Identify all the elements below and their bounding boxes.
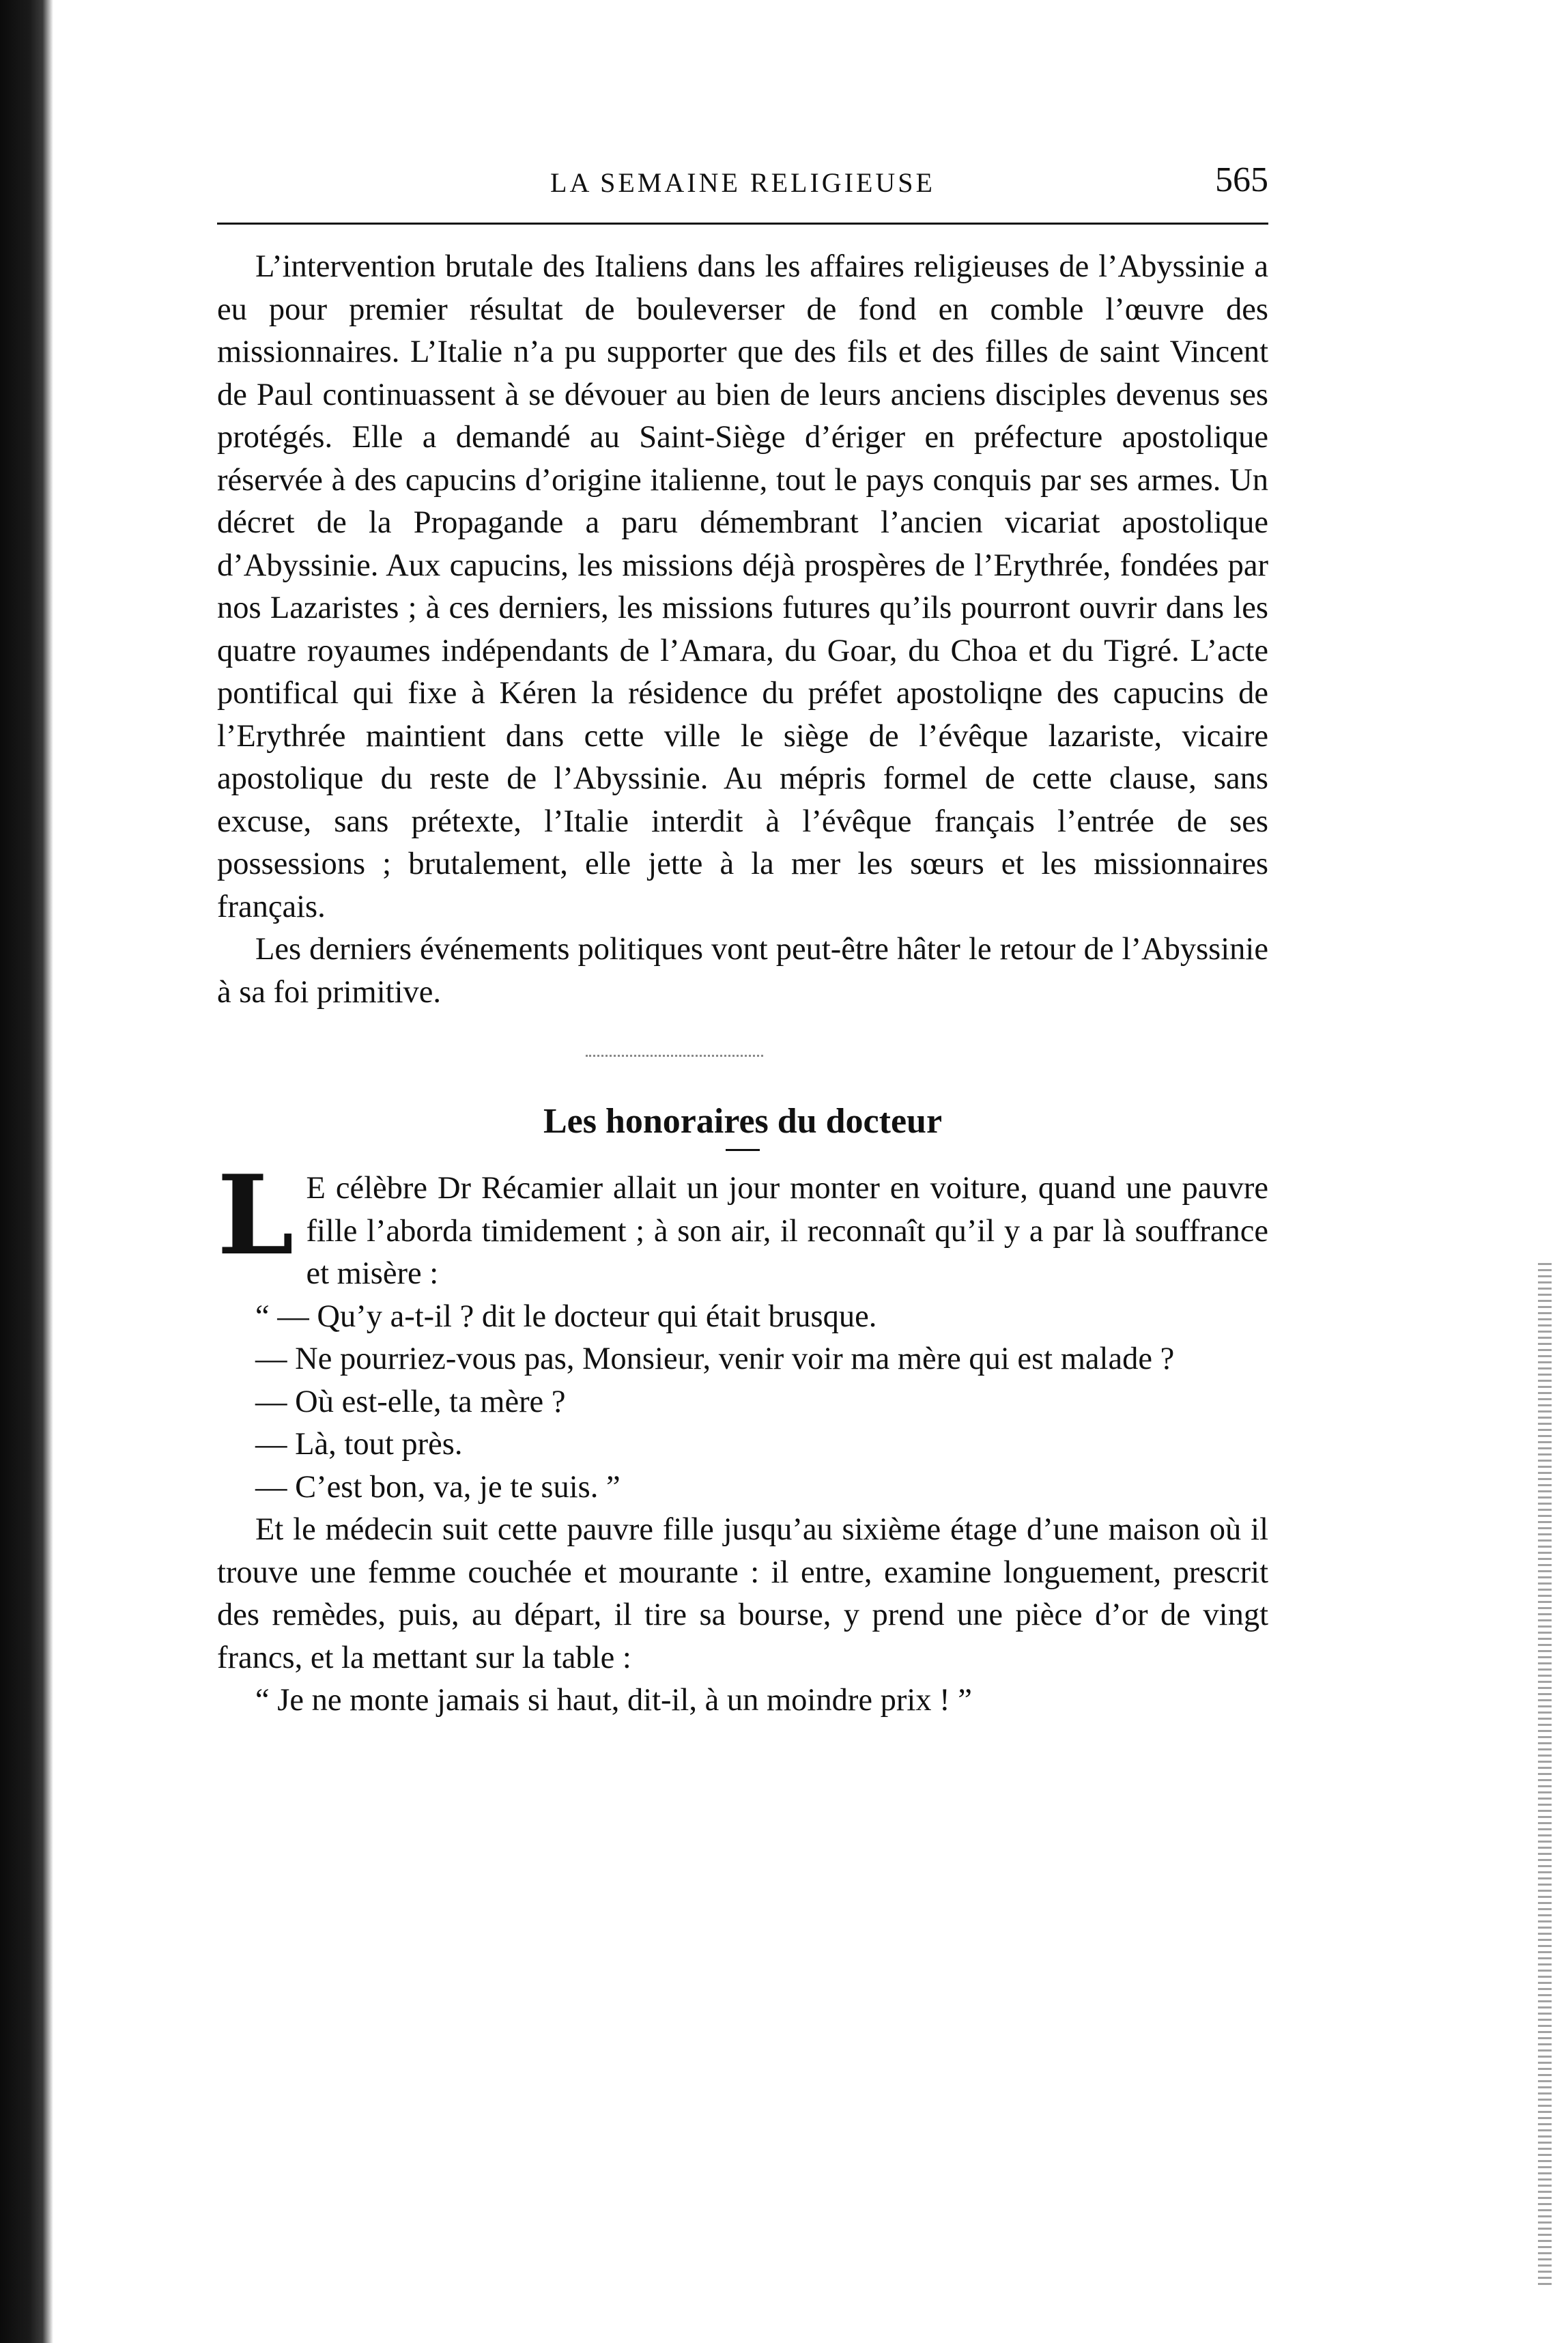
page-header: [217, 157, 1268, 209]
section-separator: [217, 1014, 1268, 1100]
page-body: [217, 246, 1268, 1722]
book-page: [217, 157, 1268, 2205]
paragraph: L’intervention brutale des Italiens dans les affaires religieuses de l’Abyssinie a eu pour premier résultat de bouleverser de fond en comble l’œuvre des missionnaires. L’Italie n’a pu supporter que des fils et des filles de saint Vincent de Paul continuassent à se dévouer au bien de leurs anciens disciples devenus ses protégés. Elle a demandé au Saint-Siège d’ériger en préfecture apostolique réservée à des capucins d’origine italienne, tout le pays conquis par ses armes. Un décret de la Propagande a paru démembrant l’ancien vicariat apostolique d’Abyssinie. Aux capucins, les missions déjà prospères de l’Erythrée, fondées par nos Lazaristes ; à ces derniers, les missions futures qu’ils pourront ouvrir dans les quatre royaumes indépendants de l’Amara, du Goar, du Choa et du Tigré. L’acte pontifical qui fixe à Kéren la résidence du préfet apostoliqne des capucins de l’Erythrée maintient dans cette ville le siège de l’évêque lazariste, vicaire apostolique du reste de l’Abyssinie. Au mépris formel de cette clause, sans excuse, sans prétexte, l’Italie interdit à l’évêque français l’entrée de ses possessions ; brutalement, elle jette à la mer les sœurs et les missionnaires français.: [217, 249, 1268, 924]
paragraph: “ Je ne monte jamais si haut, dit-il, à un moindre prix ! ”: [255, 1683, 972, 1718]
binding-edge: [0, 0, 53, 2343]
scan-artifact: [1538, 1263, 1552, 2287]
drop-cap: L: [217, 1151, 294, 1279]
dialogue: [217, 1296, 1268, 1509]
dialogue-line: — C’est bon, va, je te suis. ”: [255, 1469, 621, 1505]
running-title: LA SEMAINE RELIGIEUSE: [550, 167, 935, 198]
paragraph: Et le médecin suit cette pauvre fille jusqu’au sixième étage d’une maison où il trouve une femme couchée et mourante : il entre, examine longuement, prescrit des remèdes, puis, au départ, il tire sa bourse, y prend une pièce d’or de vingt francs, et la mettant sur la table :: [217, 1512, 1268, 1675]
opening-paragraph: [217, 1151, 1268, 1296]
dialogue-line: — Là, tout près.: [255, 1427, 463, 1462]
header-rule: [217, 223, 1268, 225]
dialogue-line: — Ne pourriez-vous pas, Monsieur, venir voir ma mère qui est malade ?: [255, 1341, 1175, 1376]
article-title: Les honoraires du docteur: [543, 1102, 943, 1141]
paragraph: Les derniers événements politiques vont peut-être hâter le retour de l’Abyssinie à sa foi primitive.: [217, 932, 1268, 1010]
title-rule: [726, 1149, 760, 1151]
paragraph: E célèbre Dr Récamier allait un jour monter en voiture, quand une pauvre fille l’aborda timidement ; à son air, il reconnaît qu’il y a par là souffrance et misère :: [306, 1171, 1268, 1291]
page-number: 565: [1215, 160, 1268, 199]
dialogue-line: — Où est-elle, ta mère ?: [255, 1384, 566, 1419]
dialogue-line: “ — Qu’y a-t-il ? dit le docteur qui était brusque.: [255, 1298, 877, 1334]
